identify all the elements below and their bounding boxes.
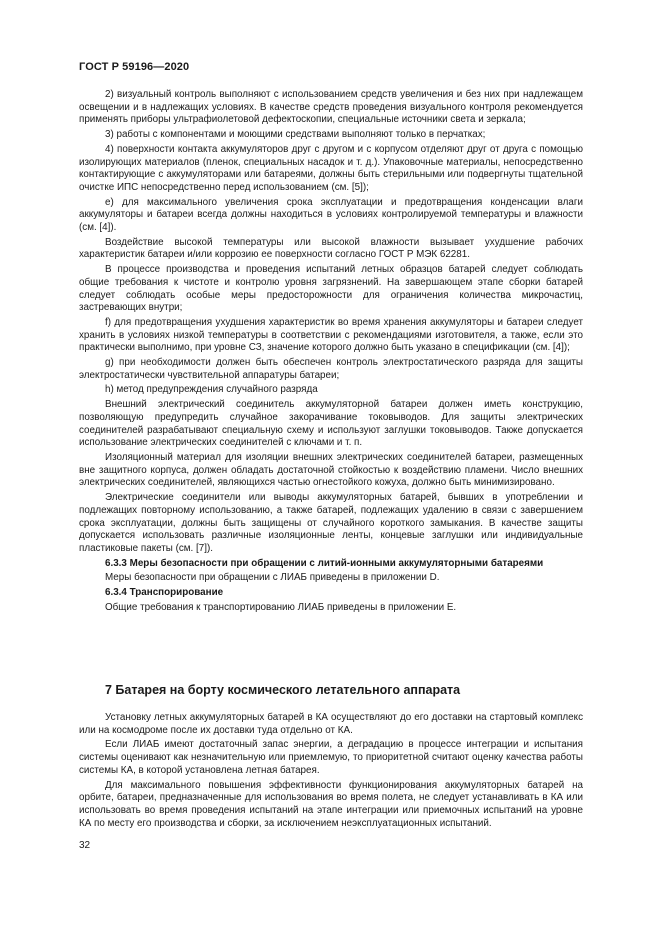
paragraph: 2) визуальный контроль выполняют с использованием средств увеличения и без них при надлежащем освещении и в надлежащих условиях. В качестве средств проведения визуального контроля рекомендуется применять приборы ультрафиолетовой дефектоскопии, специальные источники света и зеркала; (79, 89, 583, 126)
paragraph: Изоляционный материал для изоляции внешних электрических соединителей батареи, размещенных вне защитного корпуса, должен обладать достаточной стойкостью к воздействию пламени. Число внешних электрических соединителей, являющихся частью огнестойкого кожуха, должно быть минимизировано. (79, 451, 583, 489)
subsection-heading-6-3-3: 6.3.3 Меры безопасности при обращении с литий-ионными аккумуляторными батареями (105, 557, 544, 569)
paragraph: 3) работы с компонентами и моющими средствами выполняют только в перчатках; (105, 129, 486, 141)
paragraph: Меры безопасности при обращении с ЛИАБ приведены в приложении D. (105, 572, 440, 584)
paragraph: Для максимального повышения эффективности функционирования аккумуляторных батарей на орбите, батареи, предназначенные для использования во время полета, не следует устанавливать в КА или использовать во время проведения испытаний на этапе интеграции или приемочных испытаний на уровне КА по месту его производства и сборки, за исключением неэксплуатационных испытаний. (79, 779, 583, 829)
body-text-top (79, 89, 583, 616)
paragraph: Если ЛИАБ имеют достаточный запас энергии, а деградацию в процессе интеграции и испытания системы оценивают как незначительную или приемлемую, то приоритетной считают оценку качества работы системы КА, в которой установлена летная батарея. (79, 739, 583, 776)
paragraph: Электрические соединители или выводы аккумуляторных батарей, бывших в употреблении и подлежащих повторному использованию, а также батарей, подлежащих удалению в связи с завершением срока эксплуатации, должны быть защищены от случайного короткого замыкания. В качестве защиты допускается использовать различные изоляционные ленты, концевые заглушки или индивидуальные пластиковые пакеты (см. [7]). (79, 492, 583, 554)
paragraph: Общие требования к транспортированию ЛИАБ приведены в приложении Е. (105, 601, 457, 613)
paragraph: g) при необходимости должен быть обеспечен контроль электростатического разряда для защиты электростатически чувствительной аппаратуры батареи; (79, 357, 583, 381)
page-number: 32 (79, 840, 91, 851)
document-header: ГОСТ Р 59196—2020 (79, 61, 190, 73)
subsection-heading-6-3-4: 6.3.4 Транспорирование (105, 587, 224, 599)
paragraph: f) для предотвращения ухудшения характеристик во время хранения аккумуляторы и батареи следует хранить в условиях низкой температуры в соответствии с рекомендациями изготовителя, а также, если это практически выполнимо, при уровне СЗ, значение которого должно быть указано в спецификации (см. [4]); (79, 316, 583, 354)
paragraph: Воздействие высокой температуры или высокой влажности вызывает ухудшение рабочих характеристик батареи и/или коррозию ее поверхности согласно ГОСТ Р МЭК 62281. (79, 236, 583, 261)
paragraph: е) для максимального увеличения срока эксплуатации и предотвращения конденсации влаги аккумуляторы и батареи всегда должны находиться в условиях контролируемой температуры и влажности (см. [4]). (79, 196, 583, 234)
paragraph: h) метод предупреждения случайного разряда (105, 384, 318, 396)
body-text-bottom (79, 712, 583, 832)
paragraph: Внешний электрический соединитель аккумуляторной батареи должен иметь конструкцию, позволяющую предупредить случайное закорачивание токовыводов. Для защиты электрических соединителей разрабатывают специальную схему и используют заглушки токовыводов. Также допускается использование электрических соединителей с ключами и т. п. (79, 399, 583, 449)
paragraph: В процессе производства и проведения испытаний летных образцов батарей следует соблюдать общие требования к чистоте и контролю уровня загрязнений. На завершающем этапе сборки батарей следует соблюдать особые меры предосторожности для ограничения количества микрочастиц, застревающих внутри; (79, 264, 583, 314)
section-title: 7 Батарея на борту космического летательного аппарата (105, 683, 461, 697)
paragraph: 4) поверхности контакта аккумуляторов друг с другом и с корпусом отделяют друг от друга с помощью изолирующих материалов (пленок, специальных насадок и т. д.). Упаковочные материалы, непосредственно контактирующие с аккумуляторами или батареями, должны быть стерильными или подвергнуты тщательной очистке ИПС непосредственно перед использованием (см. [5]); (79, 143, 583, 193)
paragraph: Установку летных аккумуляторных батарей в КА осуществляют до его доставки на стартовый комплекс или на космодроме после их доставки туда отдельно от КА. (79, 712, 583, 736)
